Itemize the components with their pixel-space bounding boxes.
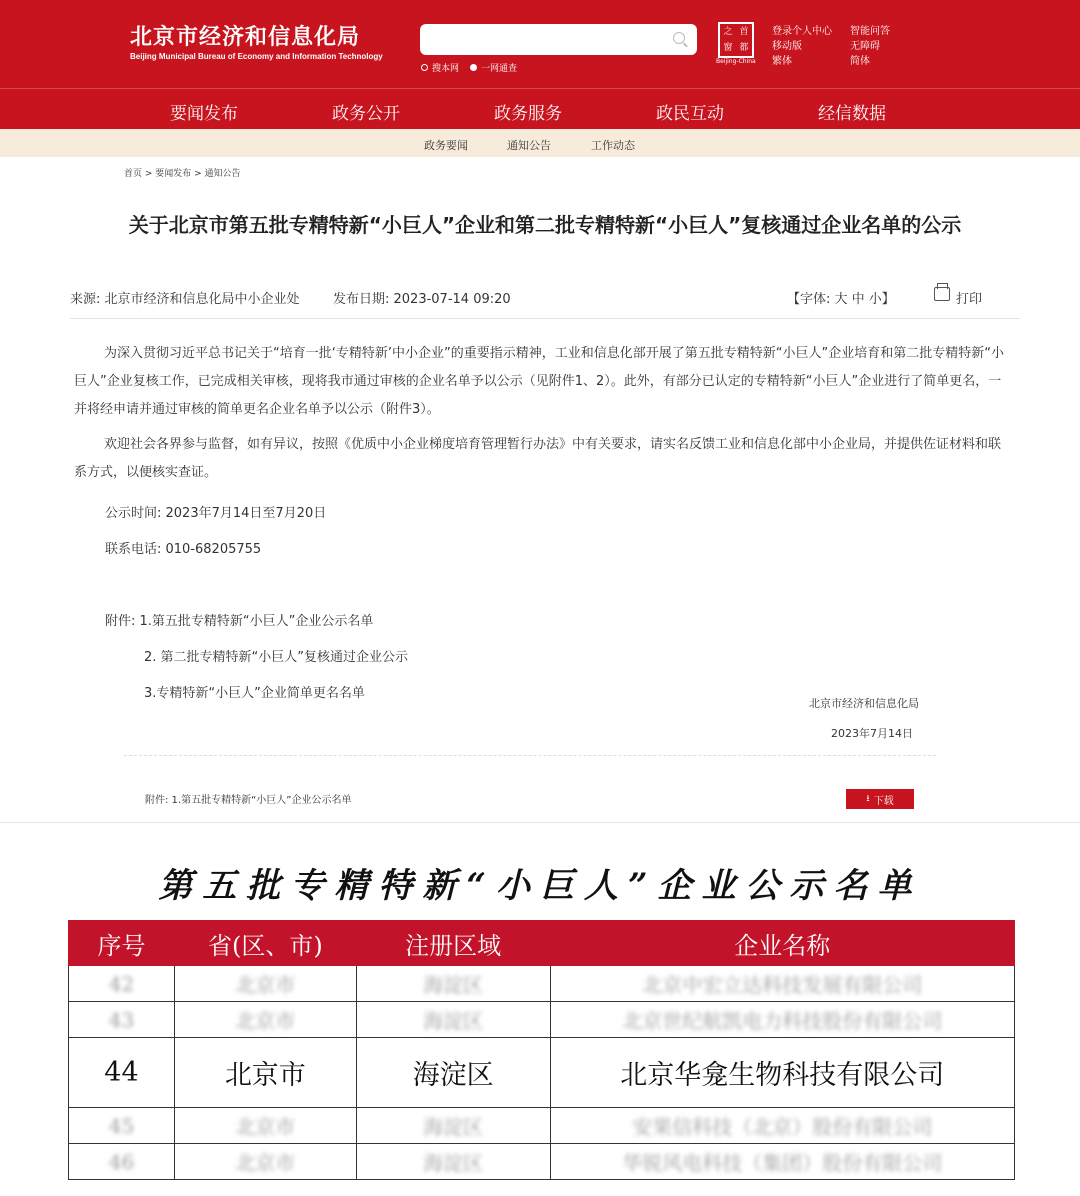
table-cell: 北京市 xyxy=(174,966,356,1002)
attachment-link[interactable]: 2. 第二批专精特新“小巨人”复核通过企业公示 xyxy=(144,650,409,665)
table-cell: 北京世纪航凯电力科技股份有限公司 xyxy=(550,1002,1014,1038)
site-header xyxy=(0,0,1080,88)
subnav-work-updates[interactable]: 工作动态 xyxy=(591,139,635,152)
divider xyxy=(70,318,1020,319)
nav-data[interactable]: 经信数据 xyxy=(818,104,886,124)
attachment-link[interactable]: 3.专精特新“小巨人”企业简单更名名单 xyxy=(144,686,365,701)
table-cell: 北京市 xyxy=(174,1108,356,1144)
article-source: 来源: 北京市经济和信息化局中小企业处 xyxy=(70,292,300,307)
download-icon: ⭳ xyxy=(866,793,870,803)
article-date: 发布日期: 2023-07-14 09:20 xyxy=(333,292,511,307)
mobile-link[interactable]: 移动版 xyxy=(772,41,802,52)
table-cell: 北京华龛生物科技有限公司 xyxy=(550,1038,1014,1108)
table-row xyxy=(69,1108,1015,1144)
column-header: 序号 xyxy=(69,921,175,966)
table-cell: 46 xyxy=(69,1144,175,1180)
table-cell: 42 xyxy=(69,966,175,1002)
attachment-row-label: 附件: 1.第五批专精特新“小巨人”企业公示名单 xyxy=(145,795,352,806)
sign-date: 2023年7月14日 xyxy=(831,727,913,740)
radio-selected-icon[interactable] xyxy=(470,64,477,71)
table-cell: 海淀区 xyxy=(356,1108,550,1144)
signature: 北京市经济和信息化局 xyxy=(809,697,919,710)
table-row-highlighted xyxy=(69,1038,1015,1108)
search-scope-site[interactable]: 搜本网 xyxy=(421,61,459,74)
nav-gov-open[interactable]: 政务公开 xyxy=(332,104,400,124)
table-cell: 海淀区 xyxy=(356,1144,550,1180)
table-cell: 北京市 xyxy=(174,1002,356,1038)
main-nav xyxy=(0,88,1080,129)
printer-icon[interactable] xyxy=(934,287,950,301)
enterprise-table xyxy=(68,920,1015,1180)
article-paragraph: 为深入贯彻习近平总书记关于“培育一批‘专精特新’中小企业”的重要指示精神，工业和信息化部开展了第五批专精特新“小巨人”企业培育和第二批专精特新“小巨人”企业复核工作，已完成相关审核，现将我市通过审核的企业名单予以公示（见附件1、2）。此外，有部分已认定的专精特新“小巨人”企业进行了简单更名，一并将经申请并通过审核的简单更名企业名单予以公示（附件3）。 xyxy=(74,346,1004,417)
login-link[interactable]: 登录个人中心 xyxy=(772,26,832,37)
simplified-link[interactable]: 简体 xyxy=(850,56,870,67)
column-header: 企业名称 xyxy=(550,921,1014,966)
table-cell: 海淀区 xyxy=(356,1038,550,1108)
search-scope-all[interactable]: 一网通查 xyxy=(470,61,517,74)
table-cell: 海淀区 xyxy=(356,1002,550,1038)
table-row xyxy=(69,966,1015,1002)
nav-news[interactable]: 要闻发布 xyxy=(154,99,254,124)
site-title[interactable]: 北京市经济和信息化局 xyxy=(130,25,361,50)
search-icon[interactable] xyxy=(673,32,685,44)
download-button[interactable]: ⭳ 下载 xyxy=(846,789,914,809)
table-cell: 安果信科技（北京）股份有限公司 xyxy=(550,1108,1014,1144)
nav-gov-service[interactable]: 政务服务 xyxy=(494,104,562,124)
dashed-divider xyxy=(124,755,936,756)
subnav-notices[interactable]: 通知公告 xyxy=(507,139,551,152)
breadcrumb[interactable]: 首页 > 要闻发布 > 通知公告 xyxy=(124,169,241,179)
subnav-gov-news[interactable]: 政务要闻 xyxy=(424,139,468,152)
column-header: 省(区、市) xyxy=(174,921,356,966)
font-size-control[interactable]: 【字体: 大 中 小】 xyxy=(787,292,895,307)
accessibility-link[interactable]: 无障碍 xyxy=(850,41,880,52)
table-cell: 45 xyxy=(69,1108,175,1144)
radio-unselected-icon[interactable] xyxy=(421,64,428,71)
section-divider xyxy=(0,822,1080,823)
contact-phone: 联系电话: 010-68205755 xyxy=(105,542,262,557)
table-header-row xyxy=(69,921,1015,966)
article-paragraph: 欢迎社会各界参与监督，如有异议，按照《优质中小企业梯度培育管理暂行办法》中有关要求，请实名反馈工业和信息化部中小企业局，并提供佐证材料和联系方式，以便核实查证。 xyxy=(74,437,1002,480)
attachment-link[interactable]: 附件: 1.第五批专精特新“小巨人”企业公示名单 xyxy=(105,614,374,629)
traditional-link[interactable]: 繁体 xyxy=(772,56,792,67)
sub-nav xyxy=(0,129,1080,157)
print-button[interactable]: 打印 xyxy=(956,292,983,307)
table-cell: 北京市 xyxy=(174,1038,356,1108)
logo-caption: Beijing-China xyxy=(716,58,756,65)
table-cell: 北京市 xyxy=(174,1144,356,1180)
table-cell: 44 xyxy=(69,1038,175,1108)
smart-qa-link[interactable]: 智能问答 xyxy=(850,26,890,37)
capital-window-logo[interactable]: 之 首 窗 都 xyxy=(718,22,754,58)
site-subtitle: Beijing Municipal Bureau of Economy and Information Technology xyxy=(130,52,383,61)
table-row xyxy=(69,1144,1015,1180)
article-title: 关于北京市第五批专精特新“小巨人”企业和第二批专精特新“小巨人”复核通过企业名单的公示 xyxy=(128,213,962,237)
search-input[interactable] xyxy=(420,24,697,55)
table-cell: 北京中宏立达科技发展有限公司 xyxy=(550,966,1014,1002)
table-cell: 华锐风电科技（集团）股份有限公司 xyxy=(550,1144,1014,1180)
table-cell: 海淀区 xyxy=(356,966,550,1002)
table-row xyxy=(69,1002,1015,1038)
table-cell: 43 xyxy=(69,1002,175,1038)
column-header: 注册区域 xyxy=(356,921,550,966)
list-title: 第五批专精特新“小巨人”企业公示名单 xyxy=(158,866,922,906)
nav-interaction[interactable]: 政民互动 xyxy=(656,104,724,124)
publicity-period: 公示时间: 2023年7月14日至7月20日 xyxy=(105,506,327,521)
